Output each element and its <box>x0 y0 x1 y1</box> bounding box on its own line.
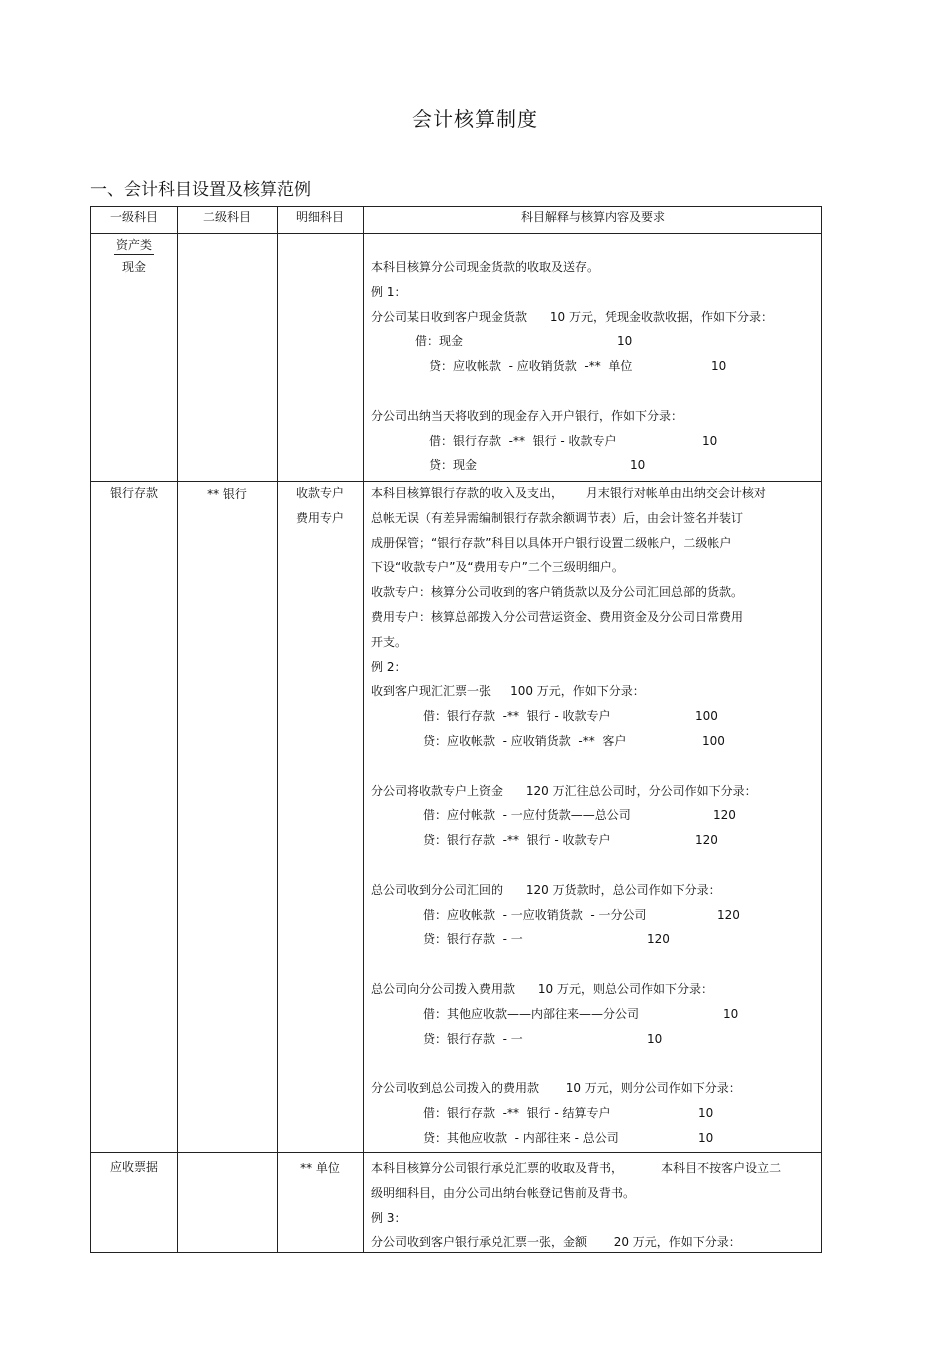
row3-detail: ** 单位 <box>300 1161 340 1175</box>
entry-text: 贷：现金 <box>429 458 478 473</box>
journal-entry-line <box>371 704 819 729</box>
row3-explanation <box>371 1156 819 1255</box>
text-line: 成册保管；“银行存款”科目以具体开户银行设置二级帐户，二级帐户 <box>371 535 732 550</box>
asset-category-label: 资产类 <box>114 236 154 255</box>
row-divider <box>91 1152 821 1153</box>
text-line: 本科目核算分公司现金货款的收取及送存。 <box>371 260 600 274</box>
journal-entry-line <box>371 1002 819 1027</box>
entry-text: 借：银行存款 -** 银行 - 收款专户 <box>429 433 617 448</box>
detail-expense-account: 费用专户 <box>295 510 344 525</box>
accounting-table <box>90 206 822 1253</box>
entry-amount: 10 <box>630 458 646 473</box>
text-line: 本科目核算分公司银行承兑汇票的收取及背书， 本科目不按客户设立二 <box>371 1161 782 1175</box>
entry-text: 贷：银行存款 - 一 <box>423 1031 523 1046</box>
text-line: 总公司收到分公司汇回的 120 万货款时，总公司作如下分录： <box>371 882 721 897</box>
row3-level1: 应收票据 <box>109 1160 158 1174</box>
entry-text: 借：应收帐款 - 一应收销货款 - 一分公司 <box>423 907 647 922</box>
entry-amount: 120 <box>647 932 670 947</box>
text-line: 例 3： <box>371 1210 407 1225</box>
journal-entry-line <box>371 1027 819 1052</box>
entry-text: 贷：银行存款 - 一 <box>423 932 523 947</box>
text-line: 级明细科目，由分公司出纳台帐登记售前及背书。 <box>371 1185 636 1200</box>
text-line: 例 2： <box>371 659 407 674</box>
text-line: 开支。 <box>371 634 408 649</box>
entry-amount: 10 <box>617 334 633 349</box>
entry-text: 借：应付帐款 - 一应付货款——总公司 <box>423 808 631 823</box>
text-line: 收款专户：核算分公司收到的客户销货款以及分公司汇回总部的货款。 <box>371 585 744 600</box>
entry-amount: 10 <box>647 1031 663 1046</box>
row1-level1 <box>91 234 177 278</box>
journal-entry-line <box>371 429 819 454</box>
row2-level2: ** 银行 <box>207 487 247 501</box>
entry-text: 贷：银行存款 -** 银行 - 收款专户 <box>423 833 611 848</box>
text-line: 分公司出纳当天将收到的现金存入开户银行，作如下分录： <box>371 408 684 423</box>
entry-text: 借：其他应收款——内部往来——分公司 <box>423 1006 640 1021</box>
header-level2: 二级科目 <box>202 210 251 224</box>
text-line: 分公司某日收到客户现金货款 10 万元，凭现金收款收据，作如下分录： <box>371 309 773 324</box>
text-line: 费用专户：核算总部拨入分公司营运资金、费用资金及分公司日常费用 <box>371 609 744 624</box>
entry-text: 借：银行存款 -** 银行 - 结算专户 <box>423 1105 611 1120</box>
entry-text: 贷：其他应收款 - 内部往来 - 总公司 <box>423 1130 619 1145</box>
entry-amount: 10 <box>698 1105 714 1120</box>
journal-entry-line <box>371 903 819 928</box>
text-line: 例 1： <box>371 284 407 299</box>
entry-amount: 100 <box>695 709 718 724</box>
text-line: 分公司将收款专户上资金 120 万汇往总公司时，分公司作如下分录： <box>371 783 757 798</box>
entry-text: 贷：应收帐款 - 应收销货款 -** 客户 <box>423 733 627 748</box>
journal-entry-line <box>371 803 819 828</box>
entry-amount: 10 <box>702 433 718 448</box>
header-level1: 一级科目 <box>109 210 158 224</box>
column-divider <box>363 207 364 1252</box>
text-line: 总公司向分公司拨入费用款 10 万元，则总公司作如下分录： <box>371 981 713 996</box>
entry-amount: 10 <box>711 359 727 374</box>
header-detail: 明细科目 <box>295 210 344 224</box>
entry-amount: 10 <box>698 1130 714 1145</box>
journal-entry-line <box>371 354 819 379</box>
row2-explanation <box>371 481 819 1151</box>
entry-amount: 10 <box>723 1006 739 1021</box>
document-title: 会计核算制度 <box>412 107 538 131</box>
row-divider <box>91 233 821 234</box>
text-line: 分公司收到客户银行承兑汇票一张，金额 20 万元，作如下分录： <box>371 1235 741 1250</box>
entry-amount: 120 <box>713 808 736 823</box>
detail-collection-account: 收款专户 <box>295 486 344 500</box>
journal-entry-line <box>371 1101 819 1126</box>
column-divider <box>177 207 178 1252</box>
entry-amount: 120 <box>717 907 740 922</box>
journal-entry-line <box>371 729 819 754</box>
text-line: 总帐无误（有差异需编制银行存款余额调节表）后，由会计签名并装订 <box>371 510 744 525</box>
header-explanation: 科目解释与核算内容及要求 <box>520 210 665 224</box>
entry-text: 借：现金 <box>415 334 464 349</box>
text-line: 分公司收到总公司拨入的费用款 10 万元，则分公司作如下分录： <box>371 1081 741 1096</box>
journal-entry-line <box>371 453 819 478</box>
entry-amount: 120 <box>695 833 718 848</box>
cash-account-label: 现金 <box>121 260 146 274</box>
row2-detail <box>277 481 363 531</box>
row1-explanation <box>371 255 819 478</box>
text-line: 下设“收款专户”及“费用专户”二个三级明细户。 <box>371 560 624 575</box>
text-line: 收到客户现汇汇票一张 100 万元，作如下分录： <box>371 684 645 699</box>
journal-entry-line <box>371 1126 819 1151</box>
entry-amount: 100 <box>702 733 725 748</box>
text-line: 本科目核算银行存款的收入及支出， 月末银行对帐单由出纳交会计核对 <box>371 486 766 500</box>
journal-entry-line <box>371 828 819 853</box>
row2-level1: 银行存款 <box>109 486 158 500</box>
section-heading: 一、会计科目设置及核算范例 <box>90 180 311 200</box>
journal-entry-line <box>371 927 819 952</box>
journal-entry-line <box>371 329 819 354</box>
entry-text: 借：银行存款 -** 银行 - 收款专户 <box>423 709 611 724</box>
entry-text: 贷：应收帐款 - 应收销货款 -** 单位 <box>429 359 633 374</box>
column-divider <box>277 207 278 1252</box>
